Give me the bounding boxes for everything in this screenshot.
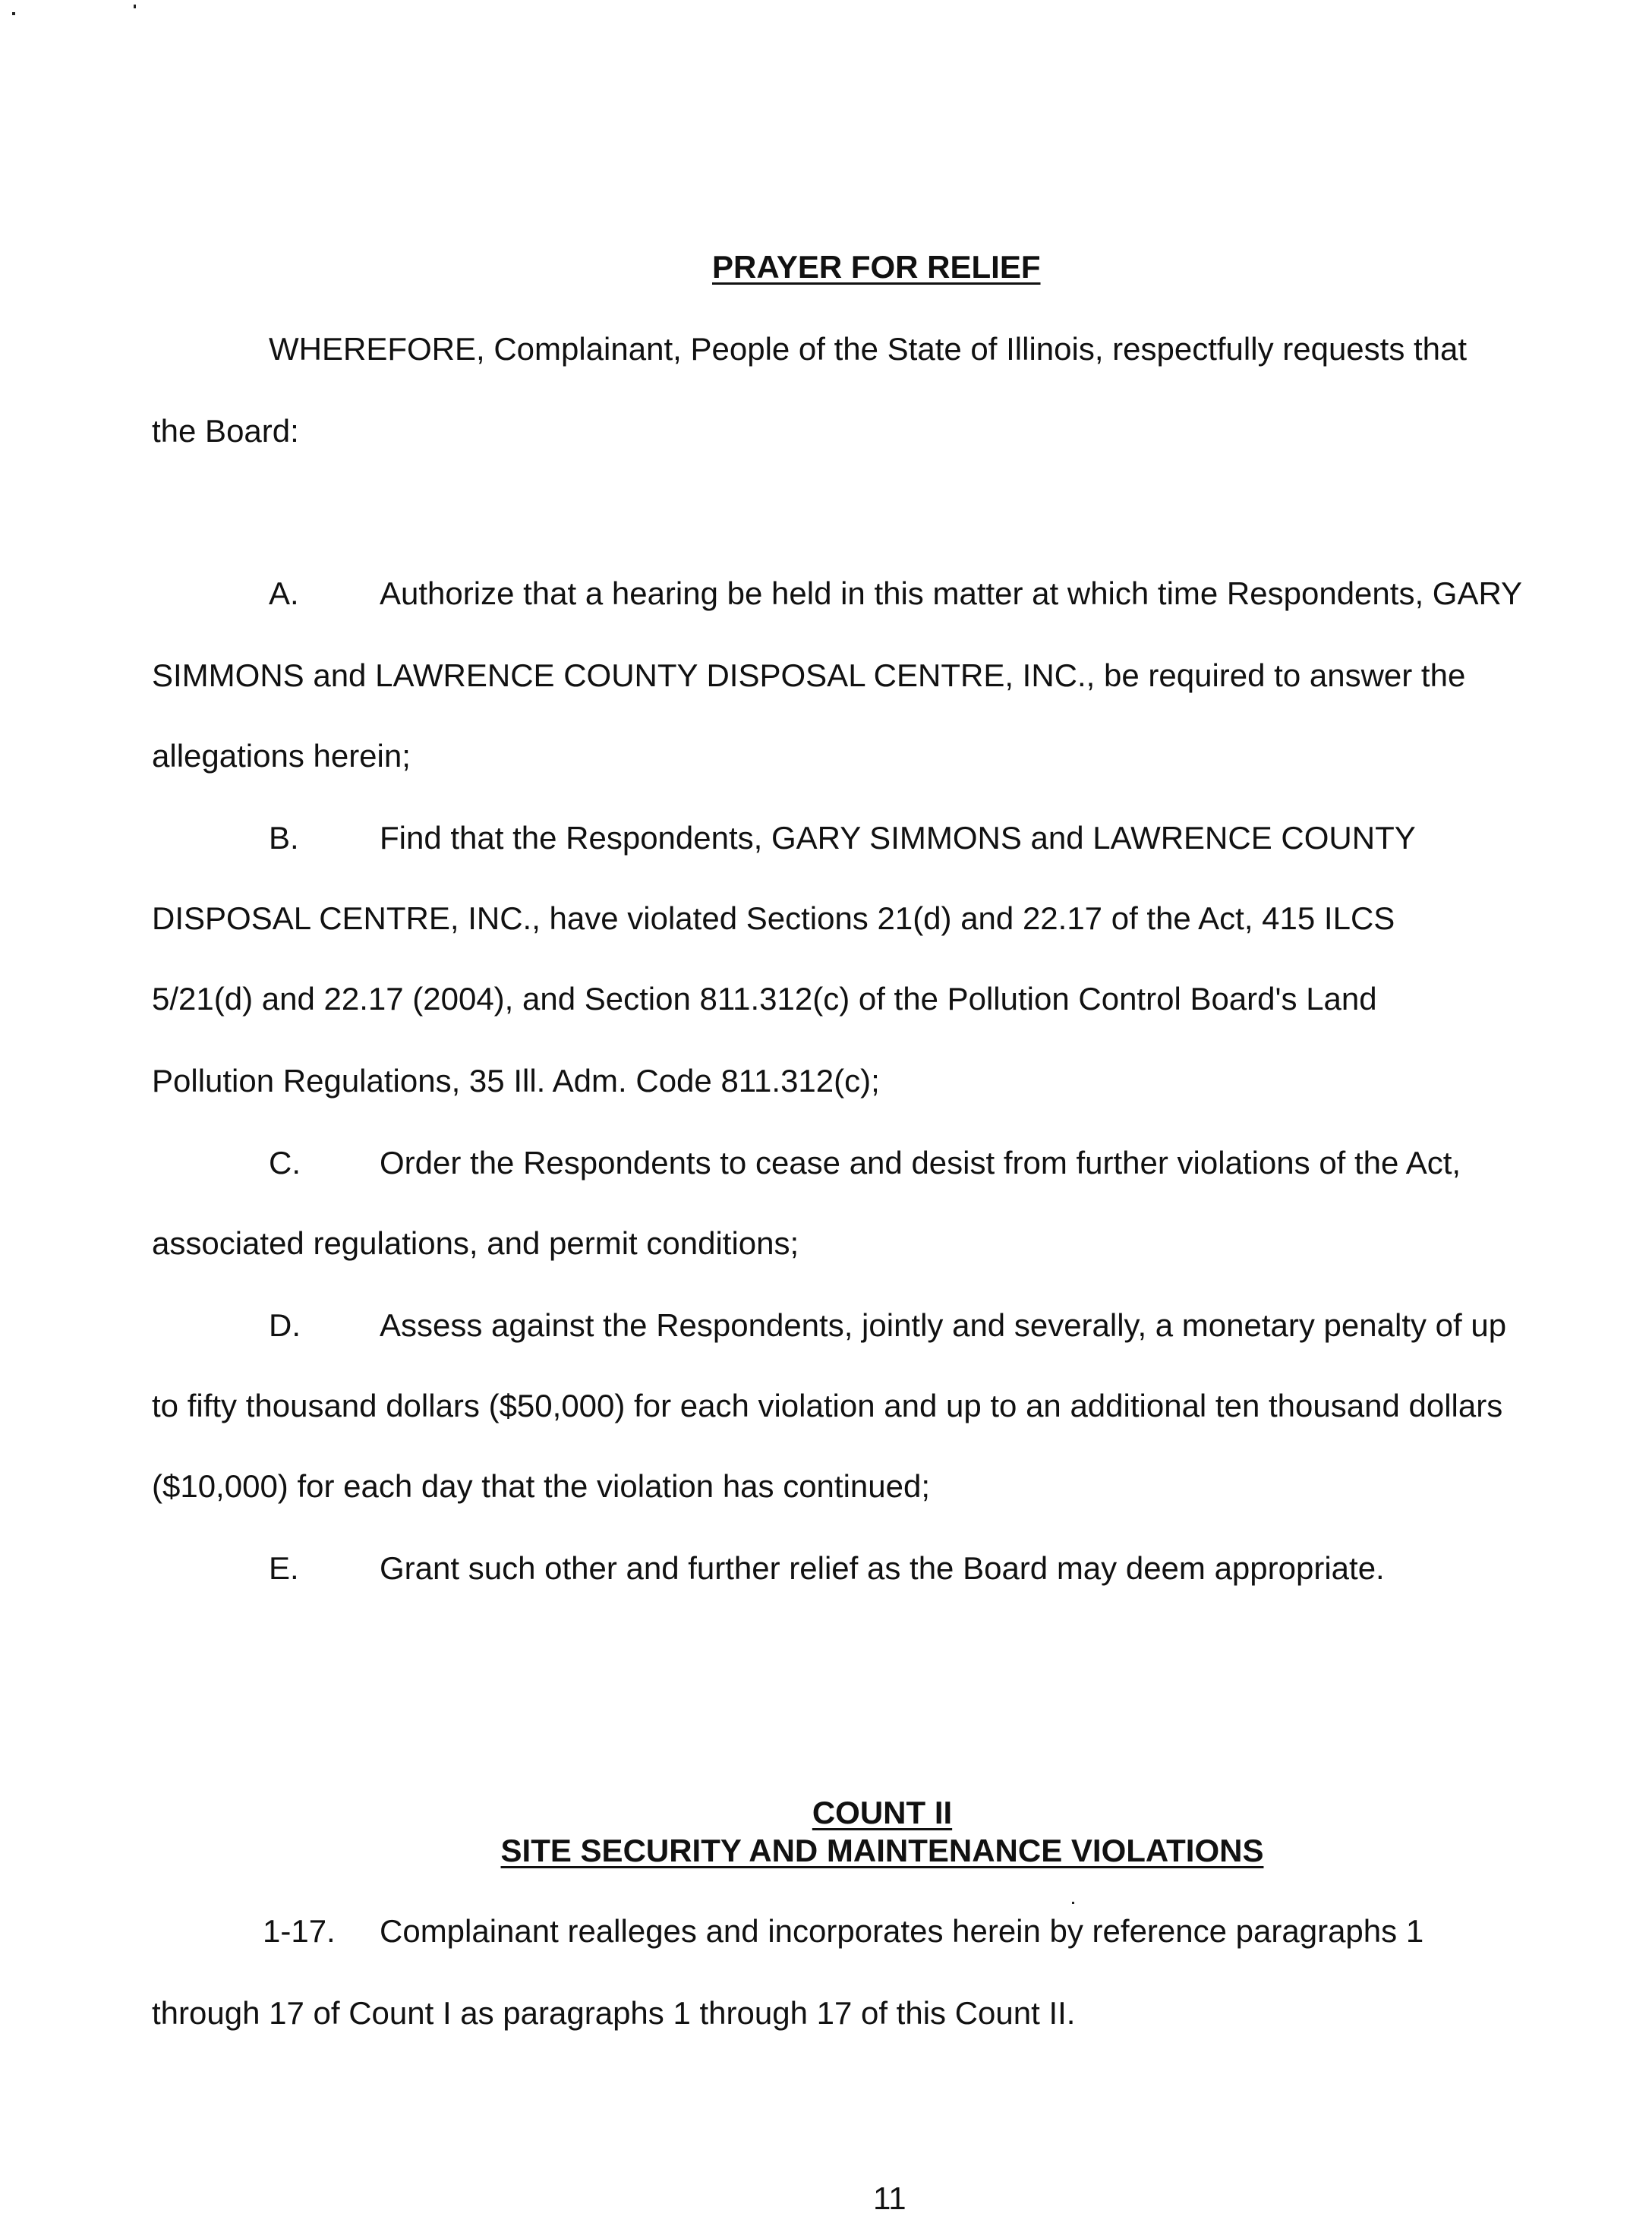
item-a-line-2: SIMMONS and LAWRENCE COUNTY DISPOSAL CENTRE, INC., be required to answer the [152, 657, 1466, 693]
item-d-line-2: to fifty thousand dollars ($50,000) for each violation and up to an additional ten thousand dollars [152, 1388, 1503, 1423]
realleges-label: 1-17. [263, 1913, 336, 1949]
item-a-label: A. [269, 575, 299, 611]
item-e-line-1: Grant such other and further relief as the Board may deem appropriate. [380, 1550, 1385, 1586]
wherefore-line-2: the Board: [152, 413, 299, 449]
item-a-line-3: allegations herein; [152, 738, 411, 774]
item-e-label: E. [269, 1550, 299, 1586]
item-b-line-4: Pollution Regulations, 35 Ill. Adm. Code 811.312(c); [152, 1063, 880, 1099]
item-b-line-2: DISPOSAL CENTRE, INC., have violated Sections 21(d) and 22.17 of the Act, 415 ILCS [152, 900, 1395, 936]
realleges-line-2: through 17 of Count I as paragraphs 1 through 17 of this Count II. [152, 1995, 1076, 2031]
item-c-line-1: Order the Respondents to cease and desist from further violations of the Act, [380, 1145, 1461, 1181]
wherefore-line-1: WHEREFORE, Complainant, People of the State of Illinois, respectfully requests that [269, 331, 1468, 367]
prayer-heading: PRAYER FOR RELIEF [712, 249, 1041, 285]
item-d-line-3: ($10,000) for each day that the violation has continued; [152, 1468, 931, 1504]
item-c-label: C. [269, 1145, 301, 1181]
realleges-line-1: Complainant realleges and incorporates herein by reference paragraphs 1 [380, 1913, 1424, 1949]
item-b-line-1: Find that the Respondents, GARY SIMMONS and LAWRENCE COUNTY [380, 820, 1416, 856]
item-a-line-1: Authorize that a hearing be held in this matter at which time Respondents, GARY [380, 575, 1523, 611]
item-b-line-3: 5/21(d) and 22.17 (2004), and Section 811.312(c) of the Pollution Control Board's Land [152, 981, 1377, 1017]
scan-speck [12, 12, 15, 15]
page-number: 11 [873, 2180, 906, 2216]
item-d-line-1: Assess against the Respondents, jointly and severally, a monetary penalty of up [380, 1307, 1507, 1343]
item-b-label: B. [269, 820, 299, 856]
count-heading: COUNT II [812, 1795, 953, 1830]
scan-speck [1072, 1902, 1074, 1904]
count-subheading: SITE SECURITY AND MAINTENANCE VIOLATIONS [500, 1833, 1264, 1868]
item-d-label: D. [269, 1307, 301, 1343]
scan-speck [134, 5, 136, 8]
item-c-line-2: associated regulations, and permit conditions; [152, 1225, 799, 1261]
